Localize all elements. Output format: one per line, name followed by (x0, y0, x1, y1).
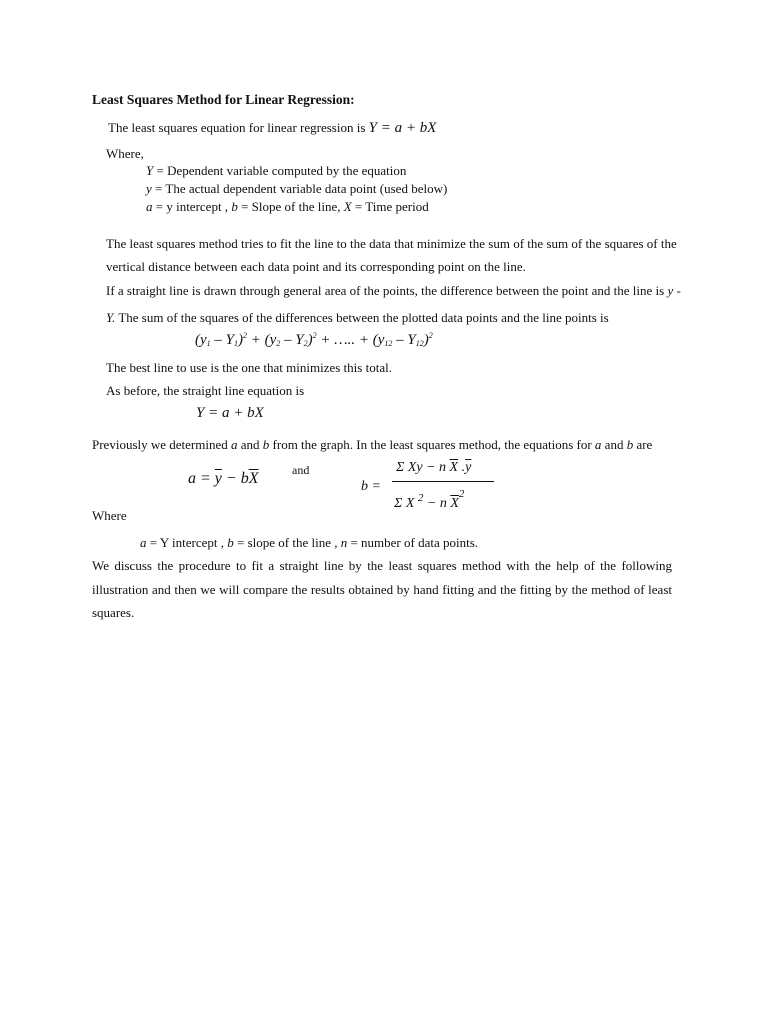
formula-a: $a = \overline{y} - b\overline{X}$ (188, 470, 259, 487)
formula-b-fraction (392, 458, 502, 518)
where2-label: Where (92, 508, 127, 523)
para1-line1: The least squares method tries to fit the line to the data that minimize the sum of the sum of the squares of the (106, 236, 677, 251)
sum-of-squares-expression: $(y_1 - Y_1)^2 + (y_2 - Y_2)^2$ + ….. + $(y_{12} - Y_{12})^2$ (195, 331, 433, 348)
definition-text: = Time period (354, 199, 429, 214)
para2-text: If a straight line is drawn through general area of the points, the difference between the point and the line is (106, 283, 665, 298)
where2-def-b: = slope of the line , (236, 535, 338, 550)
fraction-bar (392, 481, 494, 482)
intro-line (108, 120, 436, 136)
where2-def-n: = number of data points. (350, 535, 479, 550)
para3-line2: illustration and then we will compare the results obtained by hand fitting and the fitting by the method of least (92, 582, 672, 597)
section-title: Least Squares Method for Linear Regression: (92, 92, 355, 107)
definition-text: = Slope of the line, (241, 199, 341, 214)
previously-text: Previously we determined (92, 437, 228, 452)
where2-definitions: a = Y intercept , b = slope of the line , n = number of data points. (140, 535, 479, 550)
var-b: b (626, 437, 634, 452)
best-line-text: The best line to use is the one that minimizes this total. (106, 360, 392, 375)
definition-abX: a = y intercept , b = Slope of the line, X = Time period (146, 199, 429, 214)
para2-text2: The sum of the squares of the differences between the plotted data points and the line points is (118, 310, 609, 325)
definition-Y: Y = Dependent variable computed by the equation (146, 163, 407, 178)
para1-line2: vertical distance between each data point and its corresponding point on the line. (106, 259, 526, 274)
and-text: and (604, 437, 624, 452)
intro-text: The least squares equation for linear regression is (108, 120, 366, 135)
para2-head: Y. (106, 310, 116, 325)
para3-line1: We discuss the procedure to fit a straight line by the least squares method with the help of the following (92, 558, 672, 573)
var-a: a (594, 437, 602, 452)
para2-tail: y - (667, 283, 681, 298)
definition-text: = The actual dependent variable data point (used below) (155, 181, 448, 196)
para2-line2 (106, 310, 609, 326)
previously-line (92, 437, 652, 453)
formula-b-lhs: b = (361, 479, 381, 494)
equation-2: Y = a + bX (196, 405, 264, 421)
where2-def-a: = Y intercept , (149, 535, 224, 550)
para2-line1 (106, 283, 681, 299)
definition-text: = Dependent variable computed by the equation (156, 163, 407, 178)
var-a: a (231, 437, 238, 452)
and-text: and (240, 437, 260, 452)
as-before-text: As before, the straight line equation is (106, 383, 305, 398)
var-b: b (262, 437, 270, 452)
definition-y: y = The actual dependent variable data point (used below) (146, 181, 448, 196)
definition-text: = y intercept , (155, 199, 229, 214)
formula-b-denominator: Σ X $^2$ − n $\overline{X}^2$ (394, 488, 465, 511)
where-label: Where, (106, 146, 144, 161)
formula-b-numerator: Σ Xy − n $\overline{X}$ $.\overline{y}$ (396, 460, 472, 475)
are-text: are (636, 437, 653, 452)
formula-and: and (292, 463, 310, 477)
para3-line3: squares. (92, 605, 135, 620)
previously-rest: from the graph. In the least squares method, the equations for (272, 437, 592, 452)
main-equation: Y = a + bX (368, 120, 437, 136)
